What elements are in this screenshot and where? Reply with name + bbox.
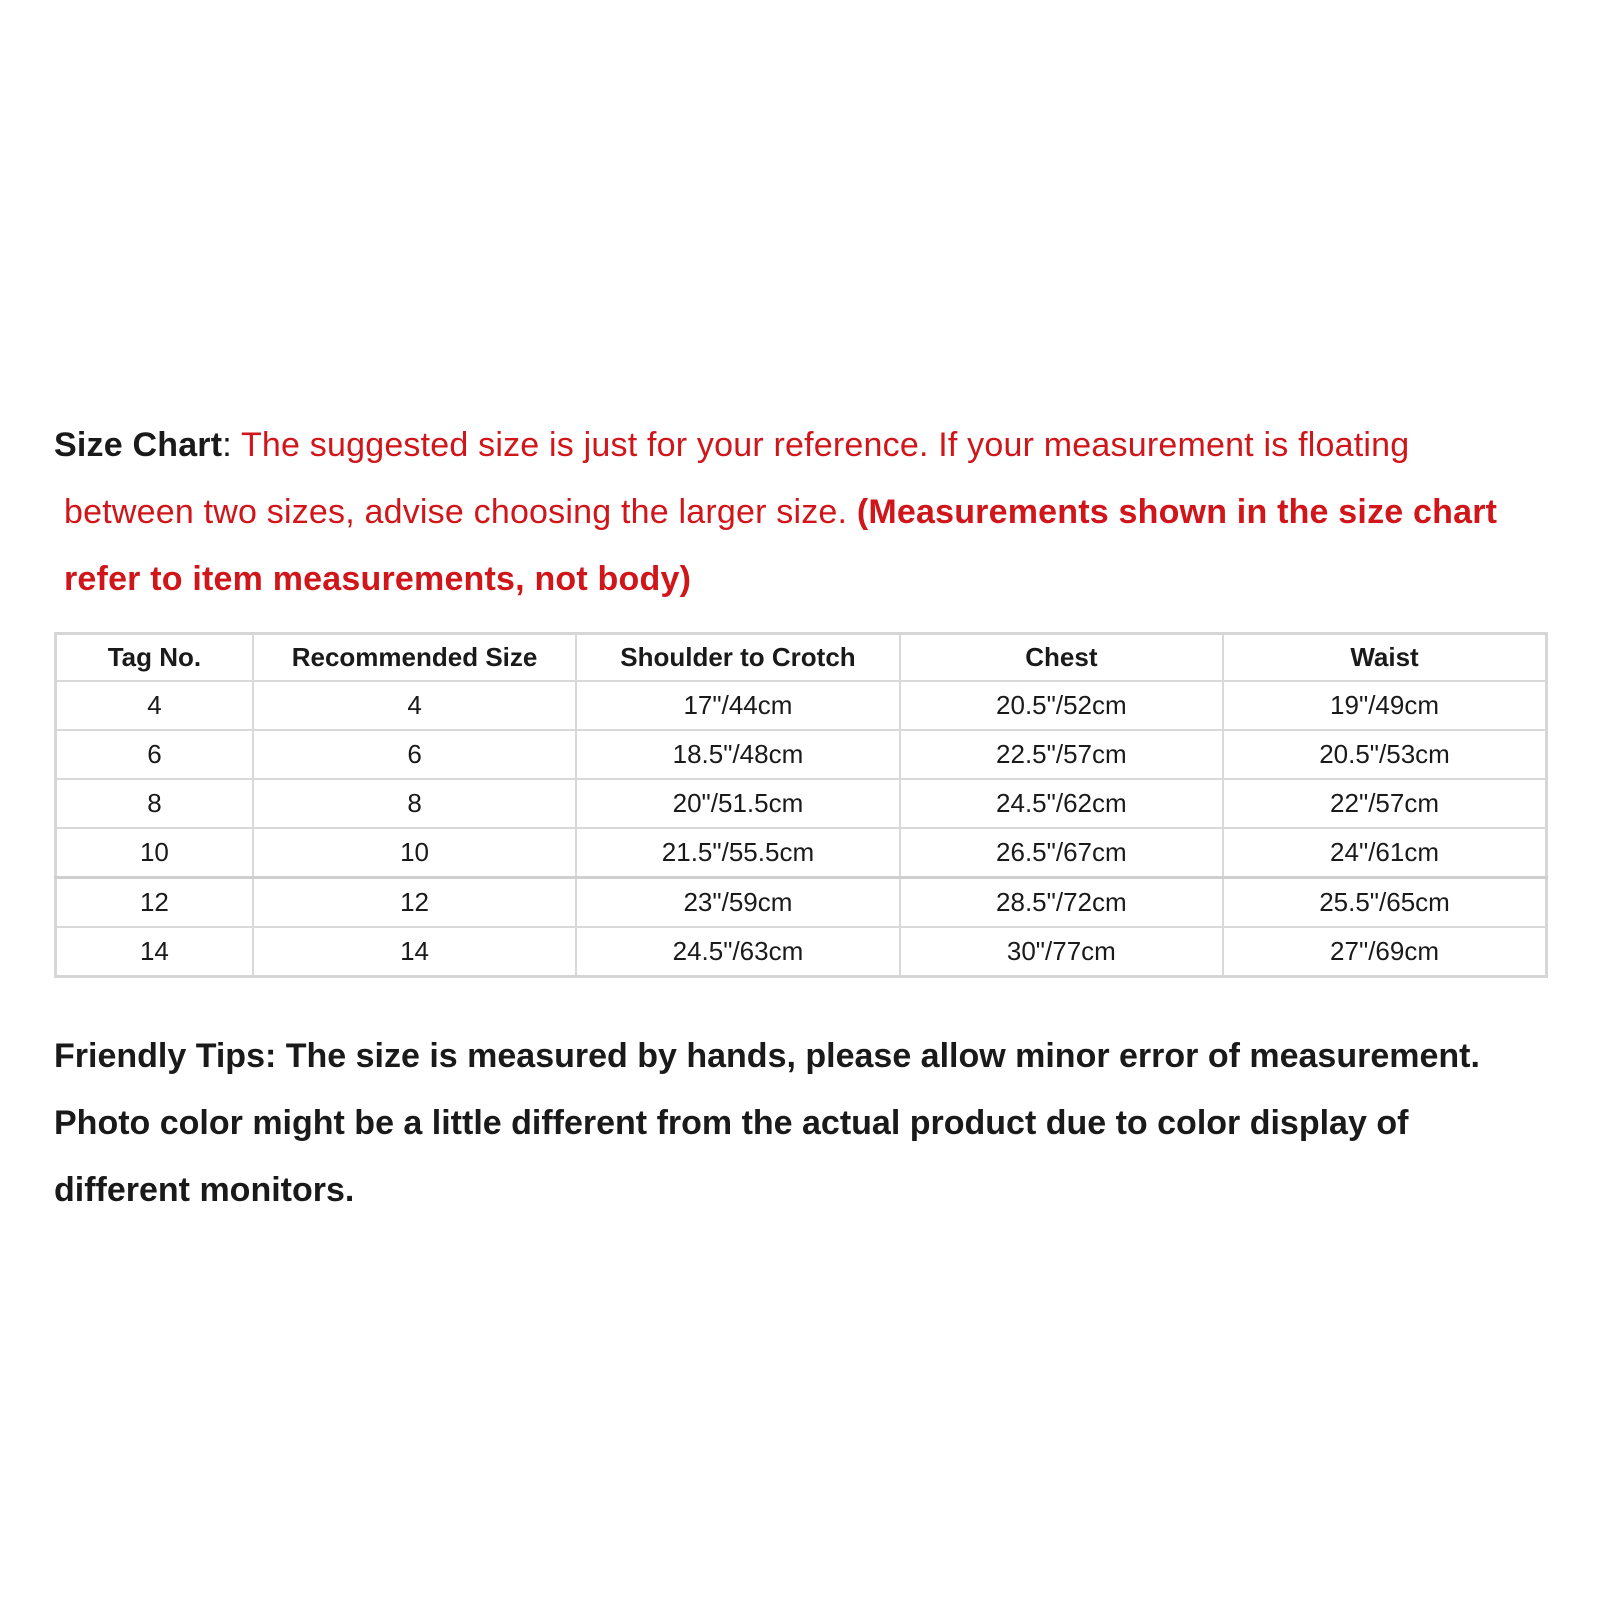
intro-line3: refer to item measurements, not body): [64, 560, 692, 598]
cell-tag-no: 12: [56, 878, 253, 928]
table-row: [56, 681, 1547, 730]
table-row: [56, 927, 1547, 977]
size-table: [54, 632, 1548, 978]
header-recommended-size: Recommended Size: [253, 634, 576, 682]
cell-chest: 26.5"/67cm: [900, 828, 1223, 878]
intro-line2-text: between two sizes, advise choosing the larger size.: [64, 493, 857, 531]
cell-waist: 19"/49cm: [1223, 681, 1546, 730]
cell-shoulder-to-crotch: 21.5"/55.5cm: [576, 828, 899, 878]
header-tag-no: Tag No.: [56, 634, 253, 682]
intro-line2: [54, 479, 1554, 546]
header-waist: Waist: [1223, 634, 1546, 682]
cell-chest: 20.5"/52cm: [900, 681, 1223, 730]
cell-waist: 20.5"/53cm: [1223, 730, 1546, 779]
cell-recommended-size: 12: [253, 878, 576, 928]
table-row: [56, 779, 1547, 828]
cell-chest: 28.5"/72cm: [900, 878, 1223, 928]
intro-line2-bold: (Measurements shown in the size chart: [856, 493, 1498, 531]
cell-recommended-size: 6: [253, 730, 576, 779]
cell-chest: 22.5"/57cm: [900, 730, 1223, 779]
cell-tag-no: 6: [56, 730, 253, 779]
tips-line3: different monitors.: [54, 1171, 355, 1209]
cell-tag-no: 4: [56, 681, 253, 730]
table-row: [56, 828, 1547, 878]
cell-chest: 30"/77cm: [900, 927, 1223, 977]
intro-line1: The suggested size is just for your reference. If your measurement is floating: [231, 426, 1410, 464]
size-chart-label: Size Chart: [54, 426, 223, 464]
tips-line1: Friendly Tips: The size is measured by hands, please allow minor error of measurement.: [54, 1037, 1480, 1075]
cell-tag-no: 8: [56, 779, 253, 828]
table-row: [56, 730, 1547, 779]
tips-line2: Photo color might be a little different from the actual product due to color display of: [54, 1104, 1409, 1142]
cell-shoulder-to-crotch: 24.5"/63cm: [576, 927, 899, 977]
cell-waist: 22"/57cm: [1223, 779, 1546, 828]
cell-waist: 24"/61cm: [1223, 828, 1546, 878]
friendly-tips: [54, 1023, 1574, 1224]
cell-waist: 25.5"/65cm: [1223, 878, 1546, 928]
size-chart-colon: :: [222, 426, 232, 464]
header-chest: Chest: [900, 634, 1223, 682]
cell-waist: 27"/69cm: [1223, 927, 1546, 977]
cell-tag-no: 14: [56, 927, 253, 977]
cell-recommended-size: 10: [253, 828, 576, 878]
table-row: [56, 878, 1547, 928]
cell-recommended-size: 14: [253, 927, 576, 977]
cell-tag-no: 10: [56, 828, 253, 878]
table-header-row: [56, 634, 1547, 682]
cell-shoulder-to-crotch: 20"/51.5cm: [576, 779, 899, 828]
cell-chest: 24.5"/62cm: [900, 779, 1223, 828]
size-chart-intro: [54, 412, 1554, 613]
cell-shoulder-to-crotch: 17"/44cm: [576, 681, 899, 730]
cell-shoulder-to-crotch: 23"/59cm: [576, 878, 899, 928]
cell-shoulder-to-crotch: 18.5"/48cm: [576, 730, 899, 779]
header-shoulder-to-crotch: Shoulder to Crotch: [576, 634, 899, 682]
cell-recommended-size: 8: [253, 779, 576, 828]
cell-recommended-size: 4: [253, 681, 576, 730]
